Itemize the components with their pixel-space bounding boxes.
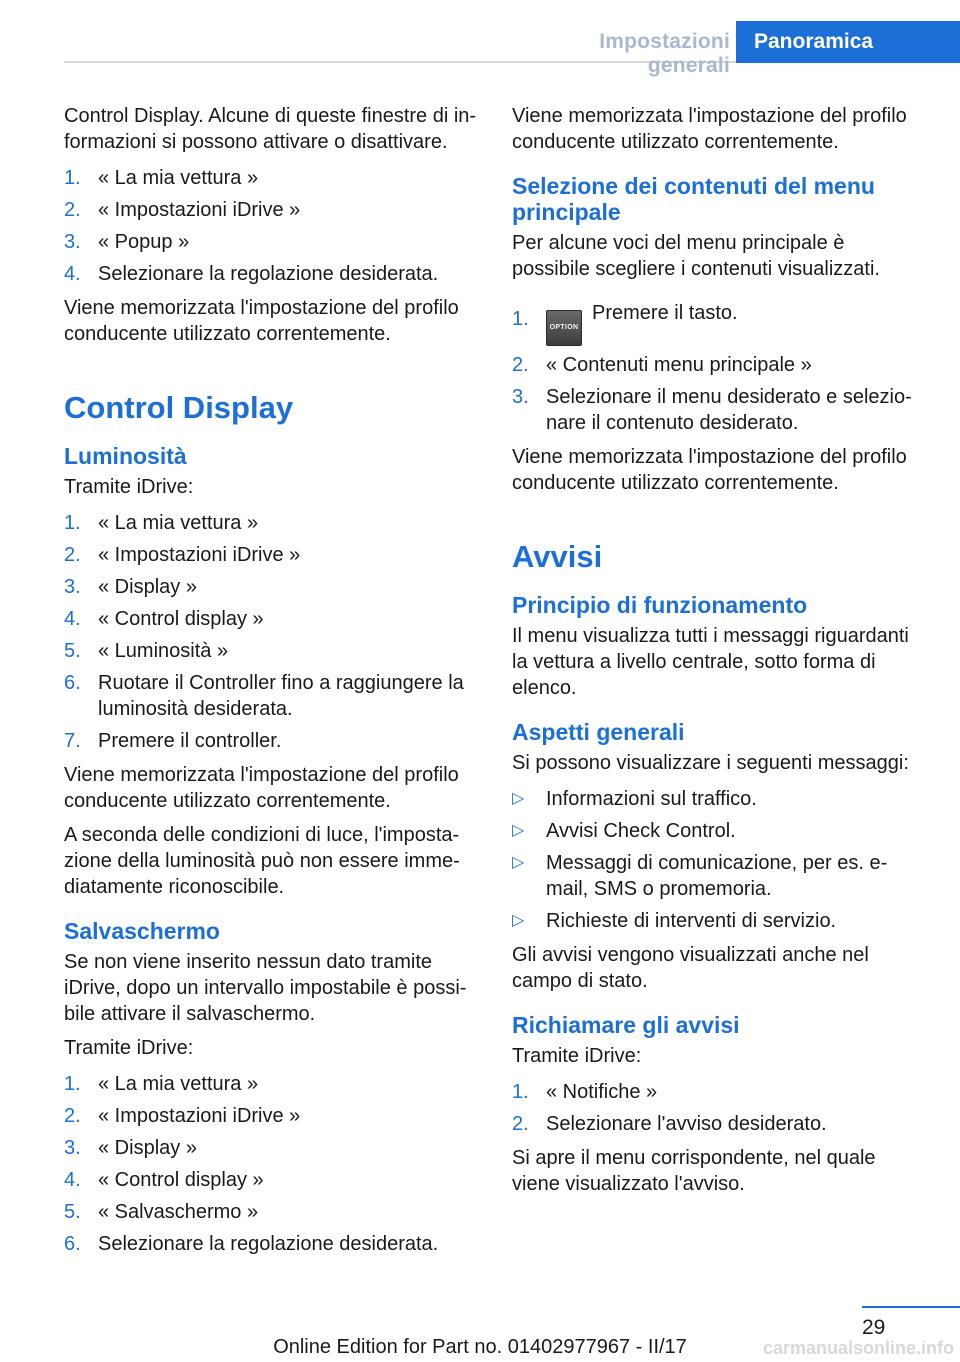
list-item: ▷ Avvisi Check Control.: [512, 820, 736, 842]
list-item: 3. « Display »: [64, 576, 197, 598]
selezione-text: Per alcune voci del menu principale è possibile scegliere i contenuti visualizzati.: [512, 232, 880, 280]
heading-avvisi: Avvisi: [512, 539, 603, 574]
header-tab-panoramica: Panoramica: [736, 21, 960, 63]
steps-popup-list: [64, 165, 478, 287]
note-paragraph: Viene memorizzata l'impostazione del profilo conducente utilizzato correntemente.: [512, 105, 907, 153]
page-number: 29: [862, 1316, 886, 1339]
list-item: 2. Selezionare l'avviso desiderato.: [512, 1113, 827, 1135]
list-item: 1. « La mia vettura »: [64, 167, 259, 189]
list-item: 1. « Notifiche »: [512, 1081, 658, 1103]
list-item: 5. « Salvaschermo »: [64, 1201, 259, 1223]
list-item: 1. « La mia vettura »: [64, 512, 259, 534]
bullets-after-text: Gli avvisi vengono visualizzati anche nel campo di stato.: [512, 944, 869, 992]
note-paragraph: Viene memorizzata l'impostazione del profilo conducente utilizzato correntemente.: [64, 764, 459, 812]
list-item: 2. « Contenuti menu principale »: [512, 354, 812, 376]
list-item: 3. « Popup »: [64, 231, 190, 253]
messages-bullet-list: [512, 786, 926, 934]
subheading-salvaschermo: Salvaschermo: [64, 918, 220, 944]
right-column: [512, 103, 926, 1205]
list-item: 5. « Luminosità »: [64, 640, 229, 662]
heading-control-display: Control Display: [64, 390, 294, 425]
richiamare-intro: Tramite iDrive:: [512, 1045, 642, 1067]
subheading-richiamare: Richiamare gli avvisi: [512, 1012, 740, 1038]
list-item: 1. « La mia vettura »: [64, 1073, 259, 1095]
header-section-title: Impostazioni generali: [599, 30, 730, 77]
footer-rule: [862, 1306, 960, 1308]
luminosita-intro: Tramite iDrive:: [64, 476, 194, 498]
list-item: ▷ Messaggi di comunicazione, per es. e-mail, SMS o promemoria.: [512, 852, 888, 900]
subheading-principio: Principio di funzionamento: [512, 592, 808, 618]
option-button-icon: OPTION: [546, 310, 582, 346]
principio-text: Il menu visualizza tutti i messaggi riguardanti la vettura a livello centrale, sotto forma di elenco.: [512, 625, 909, 699]
triangle-bullet-icon: ▷: [512, 790, 525, 807]
subheading-aspetti: Aspetti generali: [512, 719, 685, 745]
list-item: 2. « Impostazioni iDrive »: [64, 544, 301, 566]
left-column: [64, 103, 478, 1265]
list-item: 4. Selezionare la regolazione desiderata.: [64, 263, 439, 285]
list-item: 4. « Control display »: [64, 608, 264, 630]
salvaschermo-intro: Tramite iDrive:: [64, 1037, 194, 1059]
footer-edition: Online Edition for Part no. 01402977967 - II/17: [273, 1336, 687, 1358]
list-item: 6. Ruotare il Controller fino a raggiungere la luminosità desiderata.: [64, 672, 464, 720]
salvaschermo-text: Se non viene inserito nessun dato tramite iDrive, dopo un intervallo impostabile è possibile attivare il salvaschermo.: [64, 951, 467, 1025]
list-item: 2. « Impostazioni iDrive »: [64, 199, 301, 221]
luminosita-extra: A seconda delle condizioni di luce, l'impostazione della luminosità può non essere immediatamente riconoscibile.: [64, 824, 460, 898]
steps-salvaschermo-list: [64, 1071, 478, 1257]
subheading-luminosita: Luminosità: [64, 443, 187, 469]
list-item: 3. Selezionare il menu desiderato e selezionare il contenuto desiderato.: [512, 386, 912, 434]
steps-richiamare-list: [512, 1079, 926, 1137]
steps-selezione-list: [512, 300, 926, 436]
list-item: 7. Premere il controller.: [64, 730, 282, 752]
watermark-logo: carmanualsonline.info: [762, 1338, 954, 1358]
triangle-bullet-icon: ▷: [512, 822, 525, 839]
aspetti-text: Si possono visualizzare i seguenti messaggi:: [512, 752, 909, 774]
list-item: 6. Selezionare la regolazione desiderata.: [64, 1233, 439, 1255]
intro-paragraph: Control Display. Alcune di queste finestre di informazioni si possono attivare o disattivare.: [64, 105, 477, 153]
steps-luminosita-list: [64, 510, 478, 754]
note-paragraph: Viene memorizzata l'impostazione del profilo conducente utilizzato correntemente.: [64, 297, 459, 345]
note-paragraph: Viene memorizzata l'impostazione del profilo conducente utilizzato correntemente.: [512, 446, 907, 494]
richiamare-after-text: Si apre il menu corrispondente, nel quale viene visualizzato l'avviso.: [512, 1147, 876, 1195]
triangle-bullet-icon: ▷: [512, 854, 525, 871]
list-item: 4. « Control display »: [64, 1169, 264, 1191]
triangle-bullet-icon: ▷: [512, 912, 525, 929]
list-item: 1. OPTIONPremere il tasto.: [512, 300, 926, 346]
list-item: ▷ Informazioni sul traffico.: [512, 788, 757, 810]
list-item: 3. « Display »: [64, 1137, 197, 1159]
list-item: 2. « Impostazioni iDrive »: [64, 1105, 301, 1127]
list-item: ▷ Richieste di interventi di servizio.: [512, 910, 837, 932]
subheading-selezione: Selezione dei contenuti del menu principale: [512, 173, 875, 225]
